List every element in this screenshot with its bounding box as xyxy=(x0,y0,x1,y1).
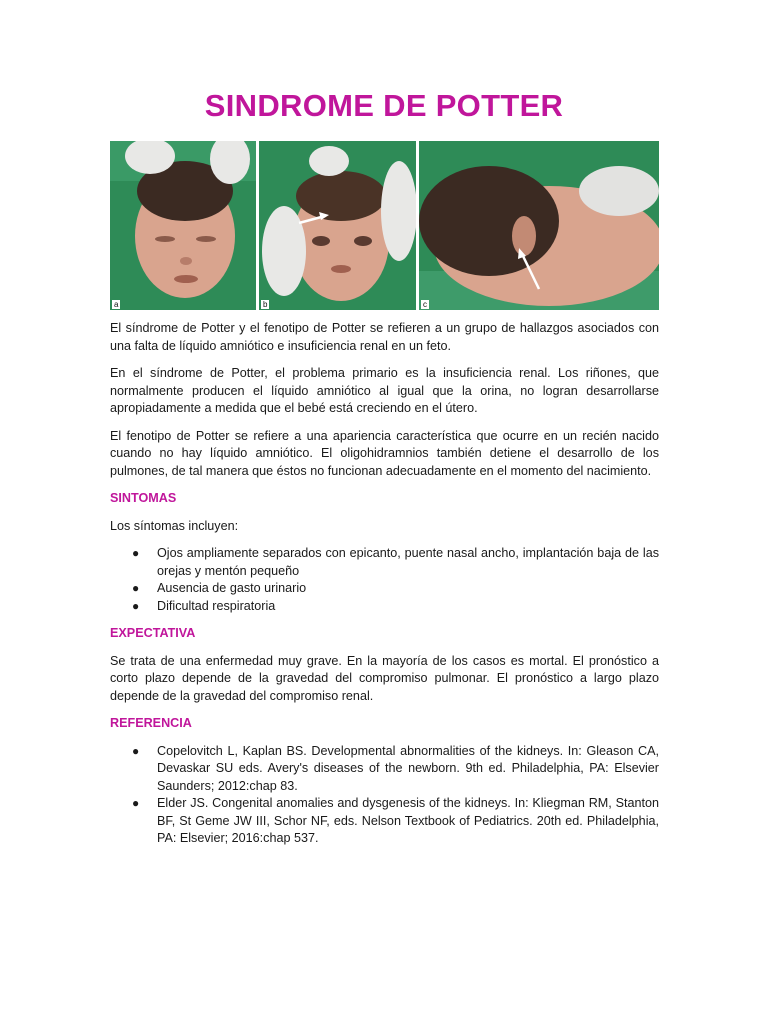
list-item: ● Ojos ampliamente separados con epicanto, puente nasal ancho, implantación baja de las orejas y mentón pequeño xyxy=(132,546,659,578)
paragraph-sindrome: En el síndrome de Potter, el problema primario es la insuficiencia renal. Los riñones, que normalmente producen el líquido amniótico al igual que la orina, no logran desarrollarse apropiadamente a medida que el bebé está creciendo en el útero. xyxy=(110,366,659,415)
sintomas-list xyxy=(110,545,659,615)
photo-label-a: a xyxy=(114,300,119,309)
reference-item: ● Elder JS. Congenital anomalies and dysgenesis of the kidneys. In: Kliegman RM, Stanton BF, St Geme JW III, Schor NF, eds. Nelson Textbook of Pediatrics. 20th ed. Philadelphia, PA: Elsevier; 2016:chap 537. xyxy=(132,796,659,845)
list-item: ● Ausencia de gasto urinario xyxy=(132,581,307,595)
document-title: SINDROME DE POTTER xyxy=(204,88,564,123)
referencia-list xyxy=(110,743,659,848)
heading-sintomas: SINTOMAS xyxy=(110,491,177,505)
photo-label-c: c xyxy=(423,300,427,309)
expectativa-text: Se trata de una enfermedad muy grave. En la mayoría de los casos es mortal. El pronóstico a corto plazo depende de la gravedad del compromiso pulmonar. El pronóstico a largo plazo depende de la gravedad del compromiso renal. xyxy=(110,653,659,703)
clinical-photos xyxy=(110,141,659,310)
paragraph-fenotipo: El fenotipo de Potter se refiere a una apariencia característica que ocurre en un recién nacido cuando no hay líquido amniótico. El oligohidramnios también detiene el desarrollo de los pulmones, de tal manera que éstos no funcionan adecuadamente en el momento del nacimiento. xyxy=(110,428,659,478)
heading-expectativa: EXPECTATIVA xyxy=(110,626,196,640)
paragraph-intro: El síndrome de Potter y el fenotipo de Potter se refieren a un grupo de hallazgos asociados con una falta de líquido amniótico e insuficiencia renal en un feto. xyxy=(110,321,659,353)
photo-c xyxy=(419,141,659,310)
photo-a xyxy=(110,141,256,310)
heading-referencia: REFERENCIA xyxy=(110,716,192,730)
document-body xyxy=(110,320,659,858)
sintomas-intro: Los síntomas incluyen: xyxy=(110,518,239,533)
photo-b xyxy=(259,141,416,310)
photo-label-b: b xyxy=(263,300,268,309)
reference-item: ● Copelovitch L, Kaplan BS. Developmental abnormalities of the kidneys. In: Gleason CA, Devaskar SU eds. Avery's diseases of the newborn. 9th ed. Philadelphia, PA: Elsevier Saunders; 2012:chap 83. xyxy=(132,743,659,793)
list-item: ● Dificultad respiratoria xyxy=(132,598,276,613)
